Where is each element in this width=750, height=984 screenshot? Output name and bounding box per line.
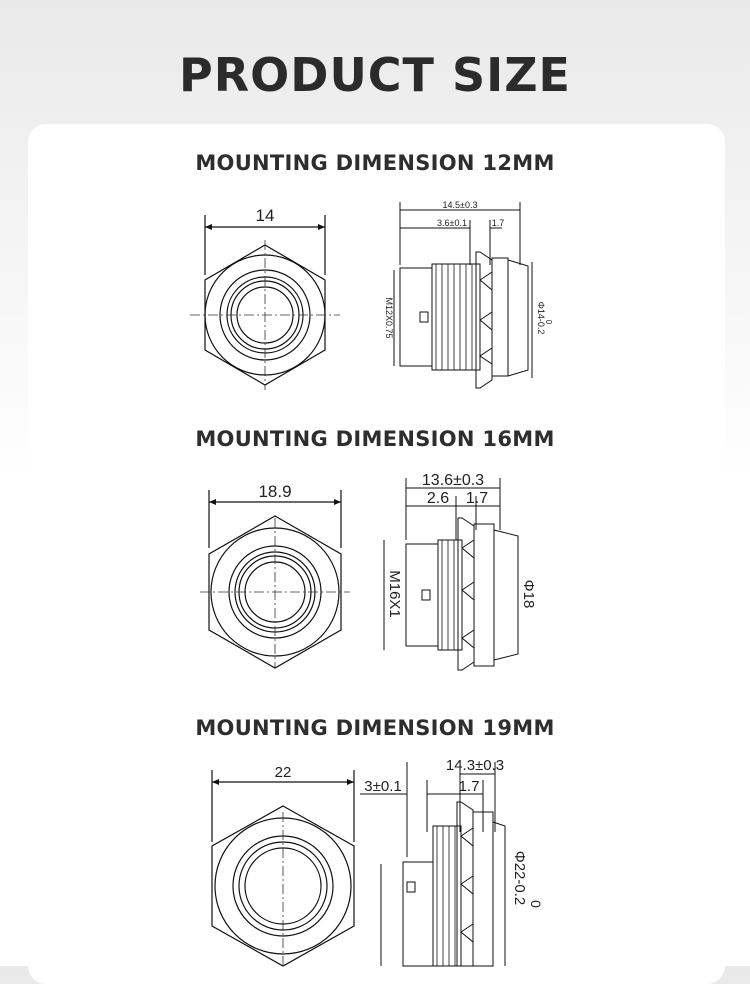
thread-length-label-16mm: 2.6 xyxy=(426,490,450,507)
thread-length-label-19mm: 3±0.1 xyxy=(364,778,402,795)
front-view-12mm xyxy=(190,205,340,395)
section-title-16mm: MOUNTING DIMENSION 16MM xyxy=(195,427,555,451)
front-view-19mm xyxy=(198,762,368,966)
side-view-16mm xyxy=(378,470,548,675)
front-width-label-12mm: 14 xyxy=(255,206,275,225)
side-view-12mm xyxy=(380,200,553,395)
front-width-label-16mm: 18.9 xyxy=(258,482,292,501)
head-diameter-label-12mm: Φ14-0.2 xyxy=(536,301,546,335)
section-title-12mm: MOUNTING DIMENSION 12MM xyxy=(195,151,555,175)
overall-length-label-16mm: 13.6±0.3 xyxy=(421,472,485,489)
head-thickness-label-12mm: 1.7 xyxy=(491,218,505,228)
section-title-19mm: MOUNTING DIMENSION 19MM xyxy=(195,716,555,740)
head-diameter-label-16mm: Φ18 xyxy=(520,579,537,609)
head-thickness-label-16mm: 1.7 xyxy=(465,490,489,507)
head-diameter-label-19mm: Φ22-0.2 xyxy=(511,850,528,906)
overall-length-label-19mm: 14.3±0.3 xyxy=(445,757,505,774)
thread-length-label-12mm: 3.6±0.1 xyxy=(437,218,467,228)
side-view-19mm xyxy=(355,752,545,966)
overall-length-label-12mm: 14.5±0.3 xyxy=(442,200,478,210)
head-diameter-tol-19mm: 0 xyxy=(528,900,544,908)
thread-spec-label-12mm: M12X0.75 xyxy=(384,297,394,339)
thread-spec-label-16mm: M16X1 xyxy=(386,570,403,618)
head-thickness-label-19mm: 1.7 xyxy=(458,778,480,795)
front-view-16mm xyxy=(195,478,355,678)
page-title: PRODUCT SIZE xyxy=(179,48,571,102)
head-diameter-tol-12mm: 0 xyxy=(544,319,553,325)
front-width-label-19mm: 22 xyxy=(274,764,292,781)
